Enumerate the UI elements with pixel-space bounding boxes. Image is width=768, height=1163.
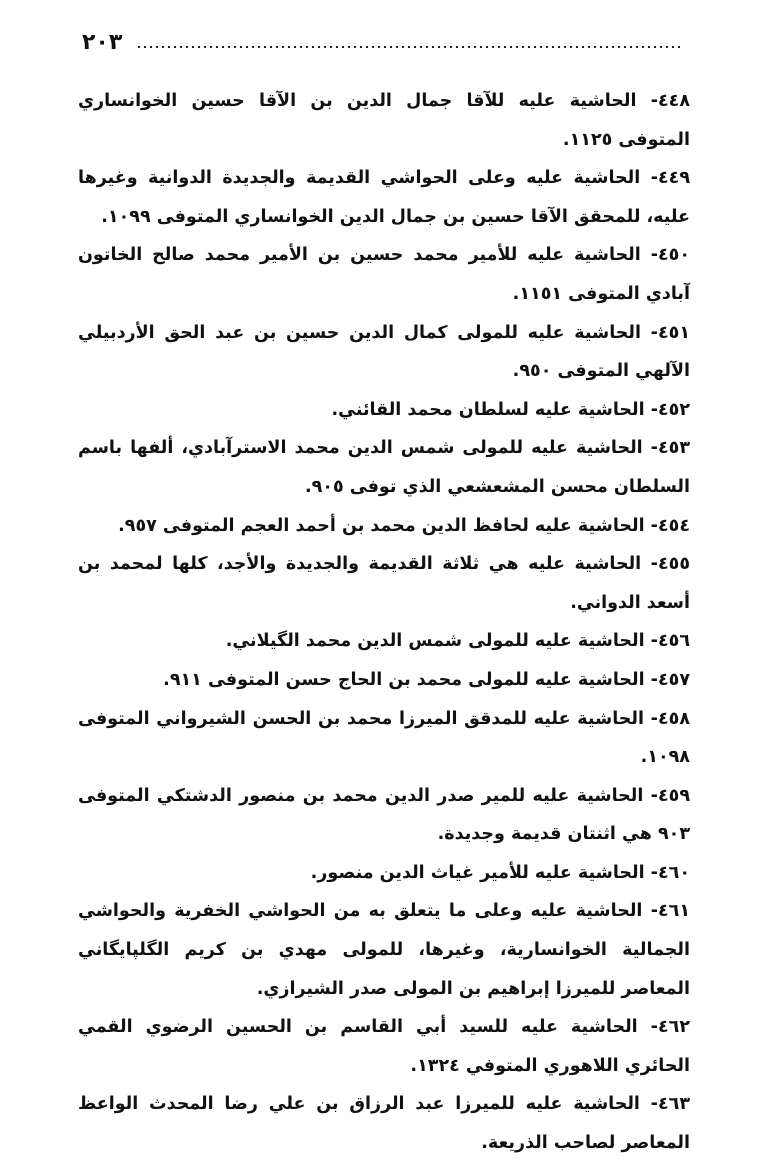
page-header	[82, 26, 686, 58]
entry-459: ٤٥٩- الحاشية عليه للمير صدر الدين محمد بن منصور الدشتكي المتوفى ٩٠٣ هي اثنتان قديمة وجديدة.	[78, 785, 690, 845]
entry-list	[78, 82, 690, 1163]
entry-456: ٤٥٦- الحاشية عليه للمولى شمس الدين محمد الگيلاني.	[225, 631, 690, 652]
entry-457: ٤٥٧- الحاشية عليه للمولى محمد بن الحاج حسن المتوفى ٩١١.	[163, 669, 690, 690]
entry-450: ٤٥٠- الحاشية عليه للأمير محمد حسين بن الأمير محمد صالح الخاتون آبادي المتوفى ١١٥١.	[78, 245, 690, 304]
entry-461: ٤٦١- الحاشية عليه وعلى ما يتعلق به من الحواشي الخفرية والحواشي الجمالية الخوانسارية، وغيرها، للمولى مهدي بن كريم الگلپايگاني المعاصر للميرزا إبراهيم بن المولى صدر الشيرازي.	[78, 901, 690, 999]
entry-463: ٤٦٣- الحاشية عليه للميرزا عبد الرزاق بن علي رضا المحدث الواعظ المعاصر لصاحب الذريعة.	[78, 1094, 690, 1154]
dotted-leader	[136, 45, 682, 49]
entry-455: ٤٥٥- الحاشية عليه هي ثلاثة القديمة والجديدة والأجد، كلها لمحمد بن أسعد الدواني.	[78, 554, 690, 613]
entry-449: ٤٤٩- الحاشية عليه وعلى الحواشي القديمة والجديدة الدوانية وغيرها عليه، للمحقق الآقا حسين بن جمال الدين الخوانساري المتوفى ١٠٩٩.	[78, 168, 690, 227]
entry-454: ٤٥٤- الحاشية عليه لحافظ الدين محمد بن أحمد العجم المتوفى ٩٥٧.	[118, 515, 690, 536]
entry-448: ٤٤٨- الحاشية عليه للآقا جمال الدين بن الآقا حسين الخوانساري المتوفى ١١٢٥.	[78, 91, 690, 150]
entry-458: ٤٥٨- الحاشية عليه للمدقق الميرزا محمد بن الحسن الشيرواني المتوفى ١٠٩٨.	[78, 708, 690, 768]
entry-453: ٤٥٣- الحاشية عليه للمولى شمس الدين محمد الاسترآبادي، ألفها باسم السلطان محسن المشعشعي الذي توفى ٩٠٥.	[78, 438, 690, 497]
entry-451: ٤٥١- الحاشية عليه للمولى كمال الدين حسين بن عبد الحق الأردبيلي الآلهي المتوفى ٩٥٠.	[78, 322, 690, 382]
entry-462: ٤٦٢- الحاشية عليه للسيد أبي القاسم بن الحسين الرضوي القمي الحائري اللاهوري المتوفي ١٣٢٤.	[78, 1017, 690, 1076]
entry-460: ٤٦٠- الحاشية عليه للأمير غياث الدين منصور.	[310, 862, 690, 883]
page-number: ٢٠٣	[82, 29, 123, 55]
entry-452: ٤٥٢- الحاشية عليه لسلطان محمد القائني.	[331, 399, 690, 420]
